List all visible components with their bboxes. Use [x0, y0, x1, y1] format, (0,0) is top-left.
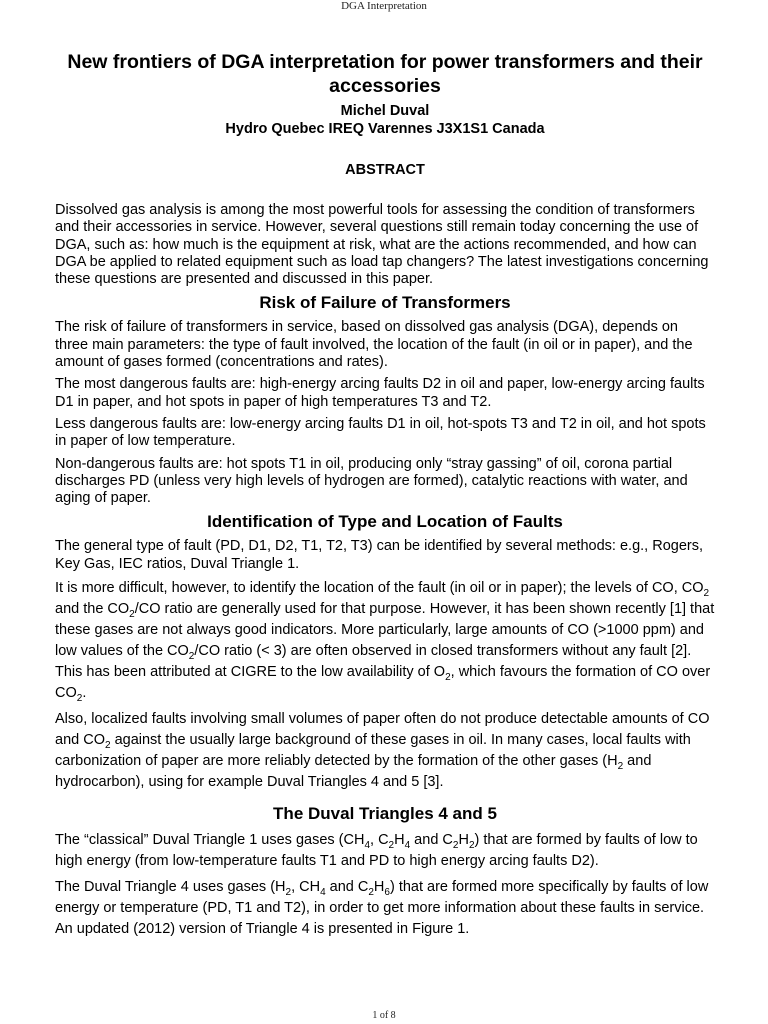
- triangles-paragraph-1: The “classical” Duval Triangle 1 uses gases ($CH_4$, $C_2H_4$ and $C_2H_2$) that are formed by faults of low to high energy (from low-temperature faults T1 and PD to high energy arcing faults D2).: [55, 832, 698, 870]
- author-name: Michel Duval: [340, 103, 430, 119]
- section-heading-risk: Risk of Failure of Transformers: [259, 293, 511, 313]
- running-header: DGA Interpretation: [341, 0, 427, 12]
- abstract-text: Dissolved gas analysis is among the most powerful tools for assessing the condition of transformers and their accessories in service. However, several questions still remain today concerning the use of DGA, such as: how much is the equipment at risk, what are the actions recommended, and how can DGA be applied to related equipment such as load tap changers? The latest investigations concerning these questions are presented and discussed in this paper.: [55, 202, 709, 288]
- triangles-paragraph-2: The Duval Triangle 4 uses gases ($H_2$, $CH_4$ and $C_2H_6$) that are formed more specifically by faults of low energy or temperature (PD, T1 and T2), in order to get more information about these faults in service. An updated (2012) version of Triangle 4 is presented in Figure 1.: [55, 879, 709, 938]
- identification-paragraph-3: Also, localized faults involving small volumes of paper often do not produce detectable amounts of CO and $CO_2$ against the usually large background of these gases in oil. In many cases, local faults with carbonization of paper are more reliably detected by the formation of the other gases ($H_2$ and hydrocarbon), using for example Duval Triangles 4 and 5 [3].: [55, 711, 710, 791]
- paper-title: New frontiers of DGA interpretation for power transformers and their accessories: [67, 51, 703, 97]
- identification-paragraph-2: It is more difficult, however, to identify the location of the fault (in oil or in paper); the levels of CO, $CO_2$ and the $CO_2/CO$ ratio are generally used for that purpose. However, it has been shown recently [1] that these gases are not always good indicators. More particularly, large amounts of CO (>1000 ppm) and low values of the $CO_2/CO$ ratio (< 3) are often observed in closed transformers without any fault [2]. This has been attributed at CIGRE to the low availability of $O_2$, which favours the formation of CO over $CO_2$.: [55, 580, 715, 704]
- risk-paragraph-3: Less dangerous faults are: low-energy arcing faults D1 in oil, hot-spots T3 and T2 in oil, and hot spots in paper of low temperature.: [55, 415, 706, 450]
- section-heading-identification: Identification of Type and Location of Faults: [207, 512, 563, 532]
- risk-paragraph-4: Non-dangerous faults are: hot spots T1 in oil, producing only “stray gassing” of oil, corona partial discharges PD (unless very high levels of hydrogen are formed), catalytic reactions with water, and aging of paper.: [55, 455, 688, 507]
- identification-paragraph-1: The general type of fault (PD, D1, D2, T1, T2, T3) can be identified by several methods: e.g., Rogers, Key Gas, IEC ratios, Duval Triangle 1.: [55, 538, 704, 572]
- risk-paragraph-1: The risk of failure of transformers in service, based on dissolved gas analysis (DGA), depends on three main parameters: the type of fault involved, the location of the fault (in oil or in paper), and the amount of gases formed (concentrations and rates).: [55, 319, 693, 371]
- risk-paragraph-2: The most dangerous faults are: high-energy arcing faults D2 in oil and paper, low-energy arcing faults D1 in paper, and hot spots in paper of high temperatures T3 and T2.: [55, 376, 705, 410]
- author-affiliation: Hydro Quebec IREQ Varennes J3X1S1 Canada: [225, 121, 545, 137]
- page-content: [55, 50, 715, 940]
- abstract-heading: ABSTRACT: [345, 162, 425, 178]
- section-heading-triangles: The Duval Triangles 4 and 5: [273, 804, 497, 824]
- page-indicator: 1 of 8: [372, 1010, 396, 1021]
